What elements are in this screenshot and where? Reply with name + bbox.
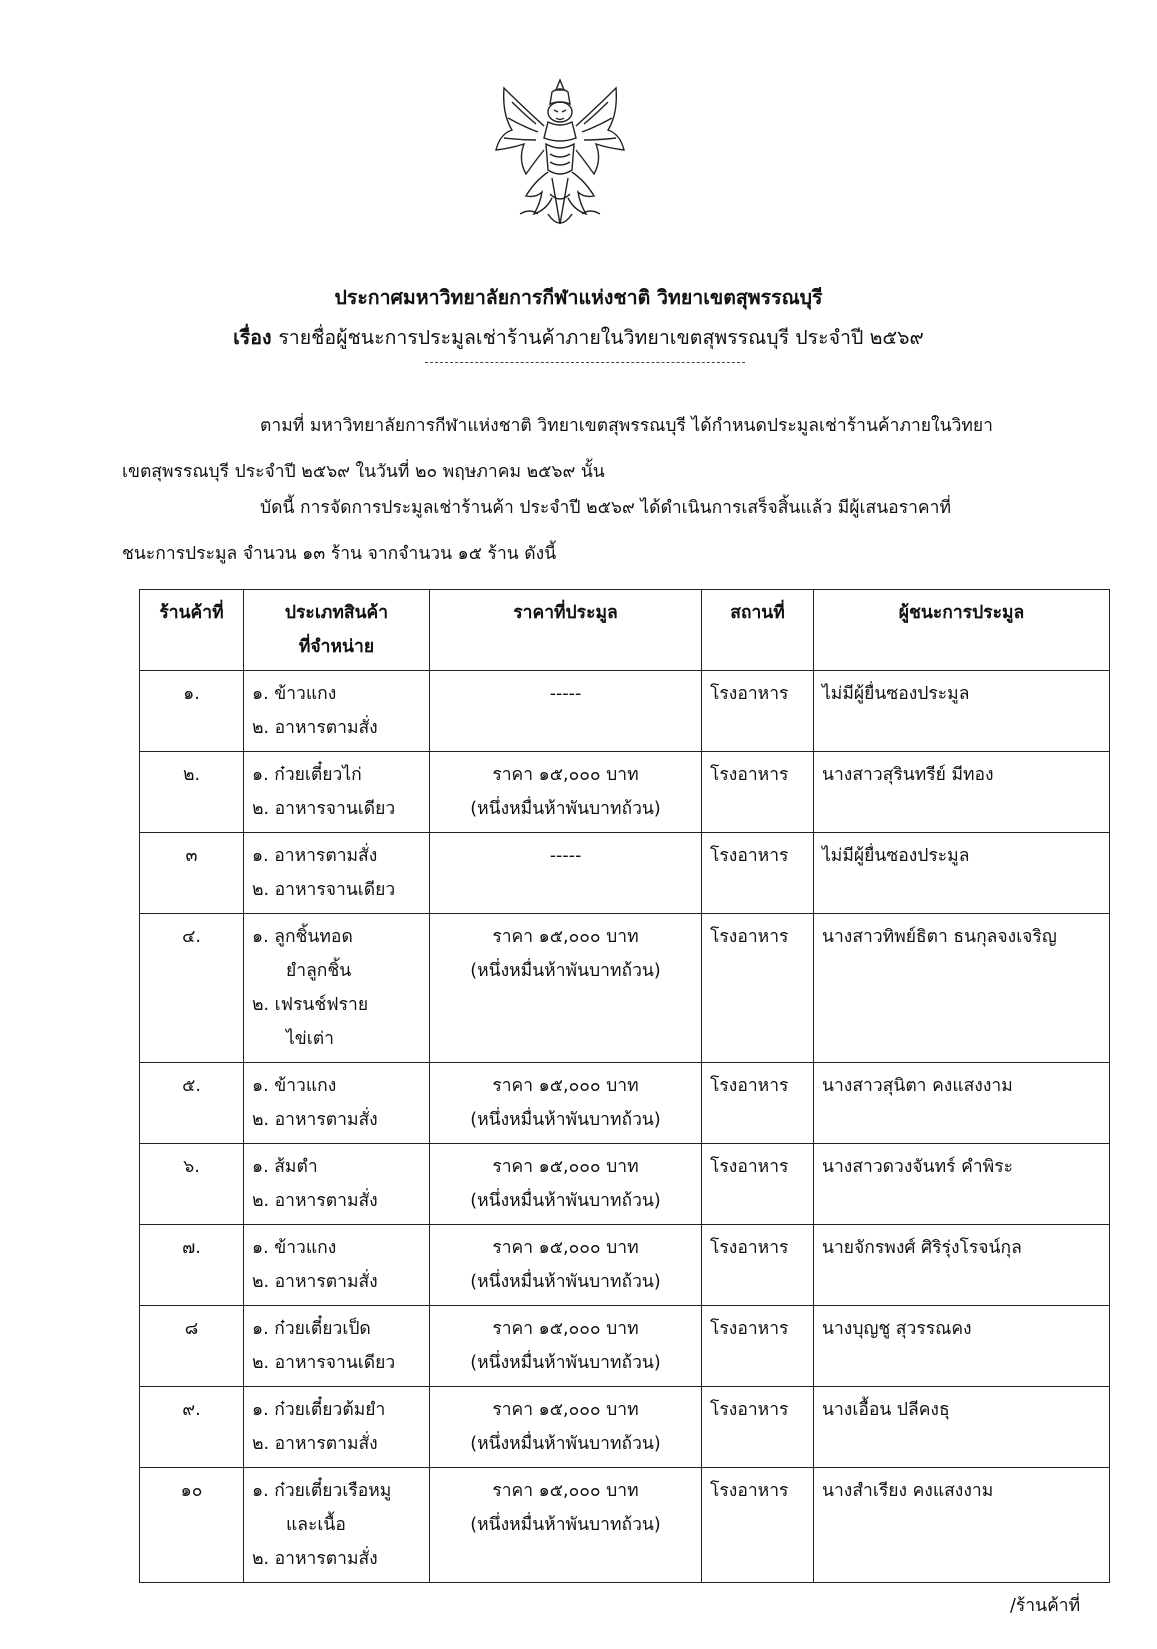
price-cell bbox=[430, 671, 702, 752]
winner-cell: ไม่มีผู้ยื่นซองประมูล bbox=[814, 833, 1110, 914]
header-winner: ผู้ชนะการประมูล bbox=[814, 590, 1110, 671]
shop-no-cell: ๖. bbox=[140, 1144, 244, 1225]
table-row bbox=[140, 1306, 1110, 1387]
price-amount: ----- bbox=[549, 684, 582, 704]
goods-item: ไข่เต่า bbox=[286, 1029, 334, 1049]
price-amount: ราคา ๑๕,๐๐๐ บาท bbox=[492, 927, 639, 947]
place-cell: โรงอาหาร bbox=[702, 671, 814, 752]
goods-cell bbox=[244, 1306, 430, 1387]
goods-item: ๑. ก๋วยเตี๋ยวต้มยำ bbox=[252, 1400, 386, 1420]
goods-item: ๑. ก๋วยเตี๋ยวเรือหมู bbox=[252, 1481, 392, 1501]
goods-item: ๒. อาหารตามสั่ง bbox=[252, 1549, 378, 1569]
paragraph-result bbox=[122, 485, 1062, 577]
table-row bbox=[140, 1144, 1110, 1225]
place-cell: โรงอาหาร bbox=[702, 1225, 814, 1306]
price-amount: ----- bbox=[549, 846, 582, 866]
winner-cell: นางสาวสุนิตา คงแสงงาม bbox=[814, 1063, 1110, 1144]
goods-item: ๑. ข้าวแกง bbox=[252, 1076, 337, 1096]
goods-cell bbox=[244, 1387, 430, 1468]
goods-item: ๒. อาหารจานเดียว bbox=[252, 1353, 396, 1373]
goods-item: ๒. อาหารตามสั่ง bbox=[252, 1191, 378, 1211]
dashed-divider bbox=[425, 362, 745, 363]
table-row bbox=[140, 1063, 1110, 1144]
price-amount: ราคา ๑๕,๐๐๐ บาท bbox=[492, 1400, 639, 1420]
subject-text: รายชื่อผู้ชนะการประมูลเช่าร้านค้าภายในวิทยาเขตสุพรรณบุรี ประจำปี ๒๕๖๙ bbox=[278, 326, 924, 349]
price-cell bbox=[430, 1468, 702, 1583]
winner-cell: นางบุญชู สุวรรณคง bbox=[814, 1306, 1110, 1387]
goods-cell bbox=[244, 1468, 430, 1583]
goods-item: ๒. อาหารตามสั่ง bbox=[252, 1110, 378, 1130]
price-amount: ราคา ๑๕,๐๐๐ บาท bbox=[492, 1481, 639, 1501]
goods-item: ๑. ก๋วยเตี๋ยวไก่ bbox=[252, 765, 362, 785]
paragraph-line: ชนะการประมูล จำนวน ๑๓ ร้าน จากจำนวน ๑๕ ร้าน ดังนี้ bbox=[122, 544, 557, 564]
header-goods bbox=[244, 590, 430, 671]
winner-cell: นางสาวทิพย์ธิตา ธนกุลจงเจริญ bbox=[814, 914, 1110, 1063]
winner-cell: นางสำเรียง คงแสงงาม bbox=[814, 1468, 1110, 1583]
goods-cell bbox=[244, 914, 430, 1063]
table-row bbox=[140, 1387, 1110, 1468]
price-amount: ราคา ๑๕,๐๐๐ บาท bbox=[492, 1076, 639, 1096]
announcement-title: ประกาศมหาวิทยาลัยการกีฬาแห่งชาติ วิทยาเขตสุพรรณบุรี bbox=[334, 286, 823, 309]
paragraph-line: บัดนี้ การจัดการประมูลเช่าร้านค้า ประจำปี ๒๕๖๙ ได้ดำเนินการเสร็จสิ้นแล้ว มีผู้เสนอราคาที่ bbox=[260, 498, 951, 518]
place-cell: โรงอาหาร bbox=[702, 1306, 814, 1387]
table-row bbox=[140, 1225, 1110, 1306]
goods-item: ๑. ข้าวแกง bbox=[252, 1238, 337, 1258]
shop-no-cell: ๑. bbox=[140, 671, 244, 752]
shop-no-cell: ๘ bbox=[140, 1306, 244, 1387]
paragraph-line: ตามที่ มหาวิทยาลัยการกีฬาแห่งชาติ วิทยาเขตสุพรรณบุรี ได้กำหนดประมูลเช่าร้านค้าภายในวิทยา bbox=[260, 416, 994, 436]
goods-cell bbox=[244, 1225, 430, 1306]
goods-item: ๑. ลูกชิ้นทอด bbox=[252, 927, 353, 947]
place-cell: โรงอาหาร bbox=[702, 833, 814, 914]
price-cell bbox=[430, 914, 702, 1063]
winner-cell: นางเอื้อน ปลีคงธุ bbox=[814, 1387, 1110, 1468]
table-row bbox=[140, 752, 1110, 833]
place-cell: โรงอาหาร bbox=[702, 1468, 814, 1583]
winner-cell: นางสาวดวงจันทร์ คำพิระ bbox=[814, 1144, 1110, 1225]
goods-item: ๒. เฟรนช์ฟราย bbox=[252, 995, 369, 1015]
subject-label: เรื่อง bbox=[233, 326, 272, 349]
goods-cell bbox=[244, 833, 430, 914]
price-cell bbox=[430, 1225, 702, 1306]
price-amount: ราคา ๑๕,๐๐๐ บาท bbox=[492, 1238, 639, 1258]
price-cell bbox=[430, 1144, 702, 1225]
garuda-emblem-icon bbox=[490, 74, 630, 236]
table-row bbox=[140, 1468, 1110, 1583]
price-in-words: (หนึ่งหมื่นห้าพันบาทถ้วน) bbox=[470, 1110, 661, 1130]
header-place: สถานที่ bbox=[702, 590, 814, 671]
price-amount: ราคา ๑๕,๐๐๐ บาท bbox=[492, 1319, 639, 1339]
goods-item: ๑. ข้าวแกง bbox=[252, 684, 337, 704]
paragraph-intro bbox=[122, 403, 1062, 495]
goods-cell bbox=[244, 1144, 430, 1225]
announcement-subject bbox=[0, 322, 1157, 353]
header-goods-line: ประเภทสินค้า bbox=[284, 603, 389, 623]
paragraph-line: เขตสุพรรณบุรี ประจำปี ๒๕๖๙ ในวันที่ ๒๐ พฤษภาคม ๒๕๖๙ นั้น bbox=[122, 462, 605, 482]
header-goods-line: ที่จำหน่าย bbox=[298, 637, 375, 657]
place-cell: โรงอาหาร bbox=[702, 914, 814, 1063]
price-in-words: (หนึ่งหมื่นห้าพันบาทถ้วน) bbox=[470, 1434, 661, 1454]
place-cell: โรงอาหาร bbox=[702, 752, 814, 833]
header-shop-no: ร้านค้าที่ bbox=[140, 590, 244, 671]
price-in-words: (หนึ่งหมื่นห้าพันบาทถ้วน) bbox=[470, 799, 661, 819]
price-cell bbox=[430, 833, 702, 914]
price-in-words: (หนึ่งหมื่นห้าพันบาทถ้วน) bbox=[470, 1191, 661, 1211]
price-in-words: (หนึ่งหมื่นห้าพันบาทถ้วน) bbox=[470, 1353, 661, 1373]
goods-item: ๒. อาหารตามสั่ง bbox=[252, 1434, 378, 1454]
winners-table bbox=[139, 589, 1110, 1583]
table-header-row bbox=[140, 590, 1110, 671]
shop-no-cell: ๙. bbox=[140, 1387, 244, 1468]
price-amount: ราคา ๑๕,๐๐๐ บาท bbox=[492, 765, 639, 785]
price-amount: ราคา ๑๕,๐๐๐ บาท bbox=[492, 1157, 639, 1177]
goods-item: ๑. ก๋วยเตี๋ยวเป็ด bbox=[252, 1319, 371, 1339]
price-in-words: (หนึ่งหมื่นห้าพันบาทถ้วน) bbox=[470, 1515, 661, 1535]
goods-item: ๒. อาหารตามสั่ง bbox=[252, 718, 378, 738]
place-cell: โรงอาหาร bbox=[702, 1063, 814, 1144]
goods-item: ๒. อาหารจานเดียว bbox=[252, 799, 396, 819]
place-cell: โรงอาหาร bbox=[702, 1387, 814, 1468]
header-price: ราคาที่ประมูล bbox=[430, 590, 702, 671]
shop-no-cell: ๔. bbox=[140, 914, 244, 1063]
shop-no-cell: ๑๐ bbox=[140, 1468, 244, 1583]
continued-marker: /ร้านค้าที่ bbox=[1010, 1596, 1081, 1616]
price-in-words: (หนึ่งหมื่นห้าพันบาทถ้วน) bbox=[470, 1272, 661, 1292]
place-cell: โรงอาหาร bbox=[702, 1144, 814, 1225]
shop-no-cell: ๗. bbox=[140, 1225, 244, 1306]
table-row bbox=[140, 671, 1110, 752]
price-cell bbox=[430, 1063, 702, 1144]
goods-item: ๑. ส้มตำ bbox=[252, 1157, 318, 1177]
winner-cell: นายจักรพงศ์ ศิริรุ่งโรจน์กุล bbox=[814, 1225, 1110, 1306]
price-in-words: (หนึ่งหมื่นห้าพันบาทถ้วน) bbox=[470, 961, 661, 981]
winner-cell: ไม่มีผู้ยื่นซองประมูล bbox=[814, 671, 1110, 752]
price-cell bbox=[430, 1306, 702, 1387]
goods-item: ๑. อาหารตามสั่ง bbox=[252, 846, 378, 866]
winner-cell: นางสาวสุรินทรีย์ มีทอง bbox=[814, 752, 1110, 833]
goods-cell bbox=[244, 671, 430, 752]
goods-item: และเนื้อ bbox=[286, 1515, 346, 1535]
goods-item: ๒. อาหารตามสั่ง bbox=[252, 1272, 378, 1292]
goods-cell bbox=[244, 752, 430, 833]
table-row bbox=[140, 914, 1110, 1063]
table-row bbox=[140, 833, 1110, 914]
shop-no-cell: ๒. bbox=[140, 752, 244, 833]
price-cell bbox=[430, 1387, 702, 1468]
shop-no-cell: ๓ bbox=[140, 833, 244, 914]
goods-cell bbox=[244, 1063, 430, 1144]
price-cell bbox=[430, 752, 702, 833]
goods-item: ยำลูกชิ้น bbox=[286, 961, 352, 981]
goods-item: ๒. อาหารจานเดียว bbox=[252, 880, 396, 900]
shop-no-cell: ๕. bbox=[140, 1063, 244, 1144]
